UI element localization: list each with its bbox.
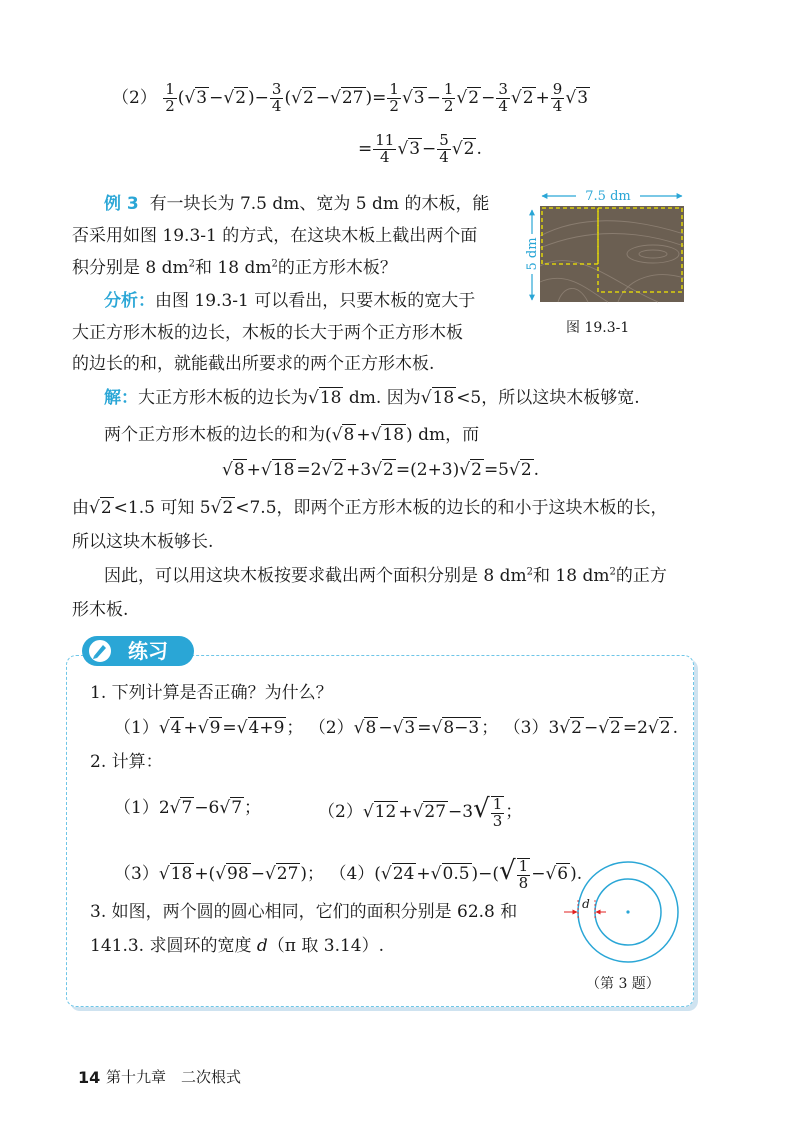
wood-board-figure	[518, 186, 688, 308]
figure-length-label: 7.5 dm	[585, 189, 631, 204]
concentric-circles-figure	[562, 854, 682, 970]
solution-line-2: 两个正方形木板的边长的和为(√8 +√18 ) dm，而	[104, 425, 480, 445]
solution-line-4: 由√2 <1.5 可知 5√2 <7.5，即两个正方形木板的边长的和小于这块木板的长，	[72, 498, 668, 518]
solution-tag: 解：	[104, 388, 138, 408]
exercise-q3-line-2: 141.3. 求圆环的宽度 d（π 取 3.14）.	[90, 936, 385, 956]
chapter-title: 第十九章 二次根式	[106, 1068, 242, 1086]
exercise-title: 练习	[128, 639, 168, 663]
fraction: $\frac{1}{2}$	[165, 80, 175, 115]
exercise-q1-parts: （1）√4 +√9 =√4+9 ； （2）√8 −√3 =√8−3 ； （3）3√2 −√2 =2√2 .	[114, 718, 678, 738]
exercise-q2: 2. 计算：	[90, 752, 163, 772]
page-number: 14	[78, 1068, 101, 1087]
solution-line-1: 解：大正方形木板的边长为√18 dm. 因为√18 <5，所以这块木板够宽.	[104, 388, 640, 408]
conclusion-line-2: 形木板.	[72, 600, 129, 620]
equation-2-line-1: （2） $\frac{1}{2}$ (√3 −√2 )− $\frac{3}{4}$ (√2 −√27 )= $\frac{1}{2}$ √3 − $\frac{1}{2}$ √2 − $\frac{3}{4}$ √2 + $\frac{9}{4}$ √3	[112, 80, 589, 115]
figure-caption: 图 19.3-1	[566, 320, 630, 336]
exercise-q1: 1. 下列计算是否正确？为什么？	[90, 683, 333, 703]
exercise-q3-line-1: 3. 如图，两个圆的圆心相同，它们的面积分别是 62.8 和	[90, 902, 518, 922]
analysis-tag: 分析：	[104, 291, 155, 311]
exercise-q2-part2: （2）√12 +√27 −3√ $\frac{1}{3}$ ；	[318, 794, 523, 830]
analysis-line-2: 大正方形木板的边长，木板的长大于两个正方形木板	[72, 323, 463, 343]
example-3-line-3: 积分别是 8 $dm^2$和 18 $dm^2$的正方形木板？	[72, 258, 397, 278]
example-3-line-2: 否采用如图 19.3-1 的方式，在这块木板上截出两个面	[72, 226, 478, 246]
example-3-line-1: 例 3 有一块长为 7.5 dm、宽为 5 dm 的木板，能	[104, 194, 490, 214]
exercise-q2-part3-4: （3）√18 +(√98 −√27 )； （4）(√24 +√0.5 )−(√ $\frac{1}{8}$ −√6 ).	[114, 856, 583, 892]
example-tag: 例 3	[104, 194, 139, 214]
solution-line-3: √8 +√18 =2√2 +3√2 =(2+3)√2 =5√2 .	[222, 460, 540, 480]
solution-line-5: 所以这块木板够长.	[72, 532, 214, 552]
figure-width-label: 5 dm	[525, 237, 540, 271]
analysis-line-1: 分析：由图 19.3-1 可以看出，只要木板的宽大于	[104, 291, 476, 311]
width-d-label: d	[582, 897, 590, 911]
pencil-icon	[86, 637, 116, 665]
conclusion-line-1: 因此，可以用这块木板按要求截出两个面积分别是 8 $dm^2$和 18 $dm^2$的正方	[104, 566, 667, 586]
center-point	[626, 910, 629, 913]
analysis-line-3: 的边长的和，就能截出所要求的两个正方形木板.	[72, 354, 435, 374]
exercise-q2-part1: （1）2√7 −6√7 ；	[114, 798, 262, 818]
equation-2-line-2: = $\frac{11}{4}$ √3 − $\frac{5}{4}$ √2 .	[358, 131, 482, 166]
question-3-caption: （第 3 题）	[586, 976, 660, 992]
